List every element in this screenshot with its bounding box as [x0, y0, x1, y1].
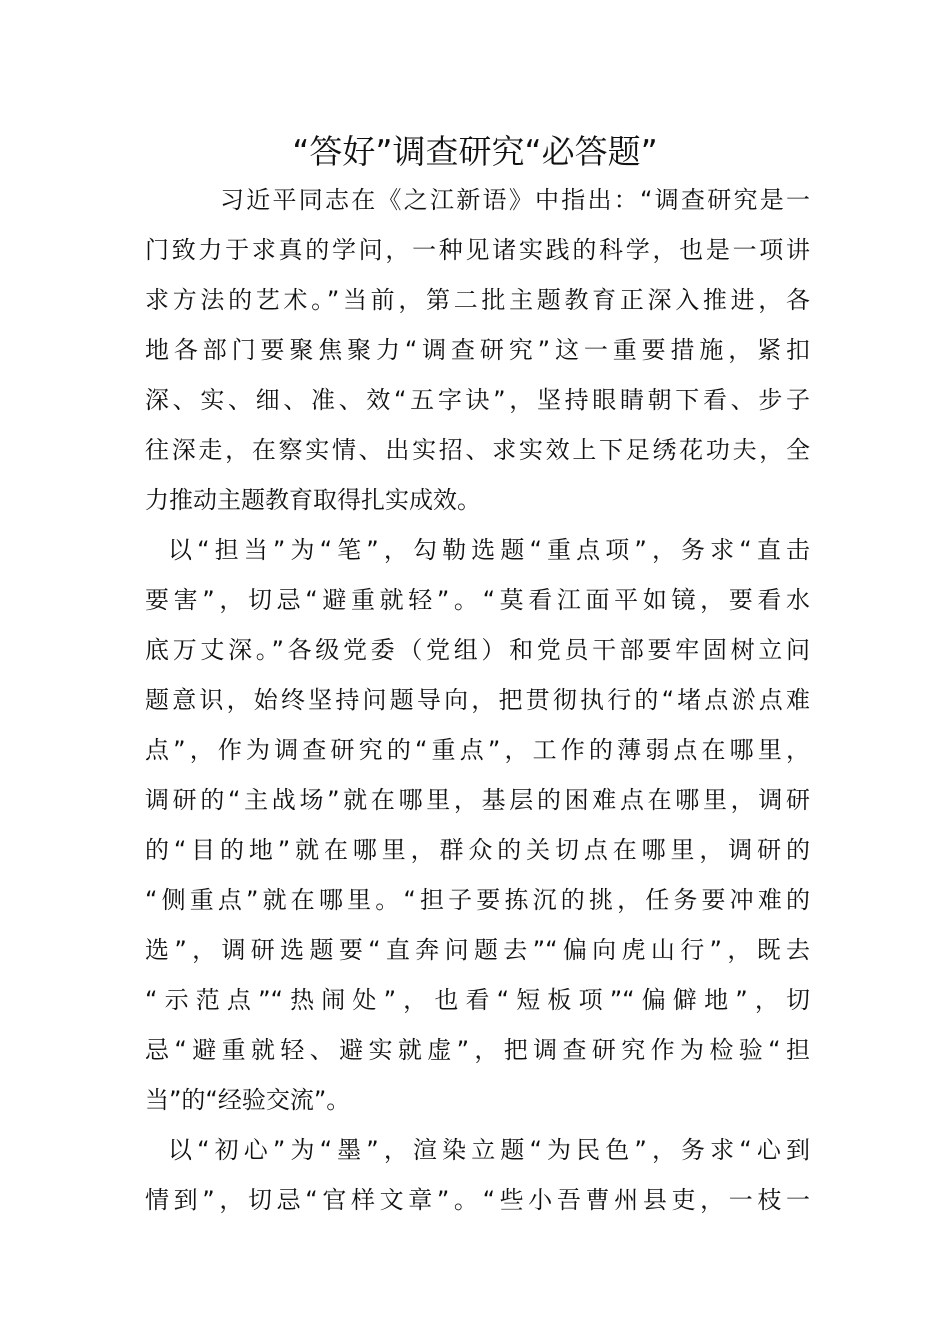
- paragraph-2-line-5: 点”，作为调查研究的“重点”，工作的薄弱点在哪里，: [145, 736, 810, 764]
- paragraph-2-line-8: “侧重点”就在哪里。“担子要拣沉的挑，任务要冲难的: [145, 886, 810, 914]
- paragraph-1-line-3: 求方法的艺术。”当前，第二批主题教育正深入推进，各: [145, 286, 810, 314]
- paragraph-2-line-11: 忌“避重就轻、避实就虚”，把调查研究作为检验“担: [145, 1036, 810, 1064]
- paragraph-3-line-2: 情到”，切忌“官样文章”。“些小吾曹州县吏，一枝一: [145, 1186, 810, 1214]
- paragraph-2-line-4: 题意识，始终坚持问题导向，把贯彻执行的“堵点淤点难: [145, 686, 810, 714]
- paragraph-1-line-5: 深、实、细、准、效“五字诀”，坚持眼睛朝下看、步子: [145, 386, 810, 414]
- paragraph-3-line-1: 以“初心”为“墨”，渲染立题“为民色”，务求“心到: [168, 1136, 810, 1164]
- paragraph-1-line-6: 往深走，在察实情、出实招、求实效上下足绣花功夫，全: [145, 436, 810, 464]
- paragraph-2-line-12: 当”的“经验交流”。: [145, 1086, 351, 1114]
- paragraph-2-line-9: 选”，调研选题要“直奔问题去”“偏向虎山行”，既去: [145, 936, 810, 964]
- paragraph-2-line-10: “示范点”“热闹处”，也看“短板项”“偏僻地”，切: [145, 986, 810, 1014]
- paragraph-2-line-7: 的“目的地”就在哪里，群众的关切点在哪里，调研的: [145, 836, 810, 864]
- paragraph-2-line-6: 调研的“主战场”就在哪里，基层的困难点在哪里，调研: [145, 786, 810, 814]
- paragraph-1-line-2: 门致力于求真的学问，一种见诸实践的科学，也是一项讲: [145, 236, 810, 264]
- paragraph-2-line-2: 要害”，切忌“避重就轻”。“莫看江面平如镜，要看水: [145, 586, 810, 614]
- paragraph-1-line-4: 地各部门要聚焦聚力“调查研究”这一重要措施，紧扣: [145, 336, 810, 364]
- paragraph-1-line-7: 力推动主题教育取得扎实成效。: [145, 486, 481, 514]
- paragraph-2-line-1: 以“担当”为“笔”，勾勒选题“重点项”，务求“直击: [168, 536, 810, 564]
- document-title: “答好”调查研究“必答题”: [292, 132, 658, 171]
- paragraph-1-line-1: 习近平同志在《之江新语》中指出：“调查研究是一: [220, 186, 810, 214]
- paragraph-2-line-3: 底万丈深。”各级党委（党组）和党员干部要牢固树立问: [145, 636, 810, 664]
